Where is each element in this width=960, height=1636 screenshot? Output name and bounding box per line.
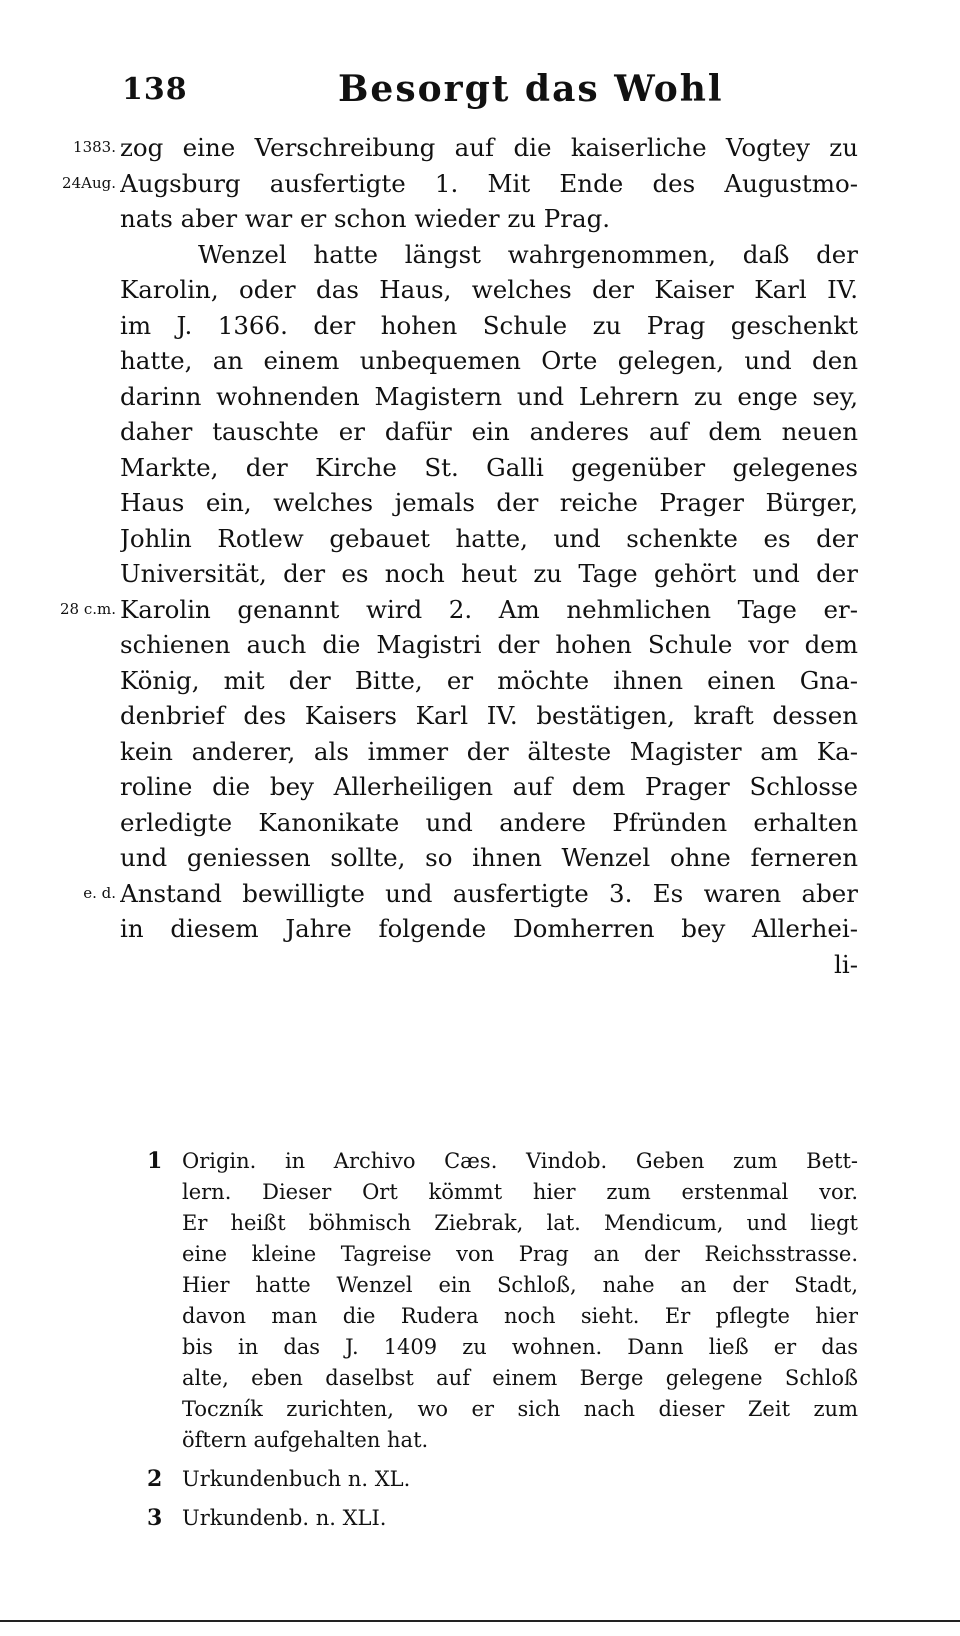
text-line (0, 485, 960, 521)
text-line (0, 308, 960, 344)
footnote-text: bis in das J. 1409 zu wohnen. Dann ließ er das (182, 1335, 858, 1359)
text-line (0, 237, 960, 273)
text-line (0, 343, 960, 379)
text-line (0, 805, 960, 841)
catchword-line (0, 947, 960, 983)
footnote-text: Toczník zurichten, wo er sich nach dieser Zeit zum (182, 1397, 858, 1421)
line-text: hatte, an einem unbequemen Orte gelegen, und den (120, 346, 858, 375)
footnote-text: davon man die Rudera noch sieht. Er pflegte hier (182, 1304, 858, 1328)
text-line (0, 450, 960, 486)
line-text: daher tauschte er dafür ein anderes auf dem neuen (120, 417, 858, 446)
running-head: Besorgt das Wohl (338, 68, 724, 110)
line-text: Wenzel hatte längst wahrgenommen, daß der (198, 239, 858, 269)
text-line (0, 876, 960, 912)
text-line (0, 769, 960, 805)
footnote-line (0, 1208, 960, 1239)
text-line (0, 592, 960, 628)
line-text: roline die bey Allerheiligen auf dem Prager Schlosse (120, 772, 858, 801)
footnote-text: Er heißt böhmisch Ziebrak, lat. Mendicum, und liegt (182, 1211, 858, 1235)
margin-note: 28 c.m. (59, 599, 116, 618)
text-line (0, 201, 960, 237)
line-text: Johlin Rotlew gebauet hatte, und schenkte es der (120, 523, 858, 553)
line-text: im J. 1366. der hohen Schule zu Prag geschenkt (120, 310, 858, 340)
line-text: Universität, der es noch heut zu Tage gehört und der (120, 559, 858, 588)
line-text: und geniessen sollte, so ihnen Wenzel ohne ferneren (120, 843, 858, 872)
footnote-line (0, 1270, 960, 1301)
line-text: zog eine Verschreibung auf die kaiserliche Vogtey zu (120, 133, 858, 162)
text-line (0, 521, 960, 557)
text-line (0, 556, 960, 592)
text-line (0, 734, 960, 770)
line-text: Markte, der Kirche St. Galli gegenüber gelegenes (120, 452, 858, 482)
text-line (0, 272, 960, 308)
footnote-line (0, 1301, 960, 1332)
line-text: Haus ein, welches jemals der reiche Prager Bürger, (120, 488, 858, 517)
margin-note: 1383. (73, 138, 116, 156)
line-text: kein anderer, als immer der älteste Magister am Ka- (120, 736, 858, 766)
text-line (0, 130, 960, 166)
footnote-text: Urkundenb. n. XLI. (182, 1506, 387, 1530)
footnote-line (0, 1464, 960, 1495)
page-number: 138 (122, 72, 188, 107)
line-text: erledigte Kanonikate und andere Pfründen erhalten (120, 807, 858, 837)
footnotes (0, 1146, 960, 1534)
footnote-text: lern. Dieser Ort kömmt hier zum erstenmal vor. (182, 1180, 858, 1204)
line-text: denbrief des Kaisers Karl IV. bestätigen, kraft dessen (120, 701, 858, 730)
line-text: Karolin genannt wird 2. Am nehmlichen Tage er- (120, 594, 858, 624)
text-line (0, 627, 960, 663)
line-text: König, mit der Bitte, er möchte ihnen einen Gna- (120, 665, 858, 695)
text-line (0, 379, 960, 415)
footnote-line (0, 1239, 960, 1270)
catchword: li- (834, 949, 858, 979)
footnote-text: alte, eben daselbst auf einem Berge gelegene Schloß (182, 1366, 858, 1390)
line-text: in diesem Jahre folgende Domherren bey Allerhei- (120, 914, 858, 943)
footnote-line (0, 1394, 960, 1425)
text-line (0, 166, 960, 202)
footnote-marker: 3 (147, 1505, 163, 1531)
line-text: Anstand bewilligte und ausfertigte 3. Es waren aber (120, 878, 858, 908)
footnote-text: eine kleine Tagreise von Prag an der Reichsstrasse. (182, 1242, 858, 1266)
footnote-line (0, 1425, 960, 1456)
footnote-text: öftern aufgehalten hat. (182, 1428, 429, 1452)
footnote-line (0, 1363, 960, 1394)
text-line (0, 663, 960, 699)
line-text: schienen auch die Magistri der hohen Schule vor dem (120, 630, 858, 659)
footnote-line (0, 1503, 960, 1534)
page-header (0, 68, 960, 122)
footnote-marker: 1 (147, 1148, 163, 1174)
line-text: nats aber war er schon wieder zu Prag. (120, 204, 611, 233)
line-text: Karolin, oder das Haus, welches der Kaiser Karl IV. (120, 275, 858, 304)
page-bottom-edge (0, 1620, 960, 1622)
main-text (0, 130, 960, 982)
footnote-text: Origin. in Archivo Cæs. Vindob. Geben zum Bett- (182, 1149, 858, 1173)
text-line (0, 414, 960, 450)
footnote-text: Urkundenbuch n. XL. (182, 1467, 411, 1491)
line-text: darinn wohnenden Magistern und Lehrern zu enge sey, (120, 381, 858, 411)
margin-note: 24Aug. (62, 173, 116, 192)
line-text: Augsburg ausfertigte 1. Mit Ende des Augustmo- (120, 168, 858, 198)
footnote-line (0, 1146, 960, 1177)
text-line (0, 840, 960, 876)
footnote-text: Hier hatte Wenzel ein Schloß, nahe an der Stadt, (182, 1273, 858, 1297)
text-line (0, 698, 960, 734)
text-line (0, 911, 960, 947)
footnote-line (0, 1332, 960, 1363)
footnote-marker: 2 (147, 1466, 163, 1492)
margin-note: e. d. (83, 883, 116, 902)
footnote-line (0, 1177, 960, 1208)
